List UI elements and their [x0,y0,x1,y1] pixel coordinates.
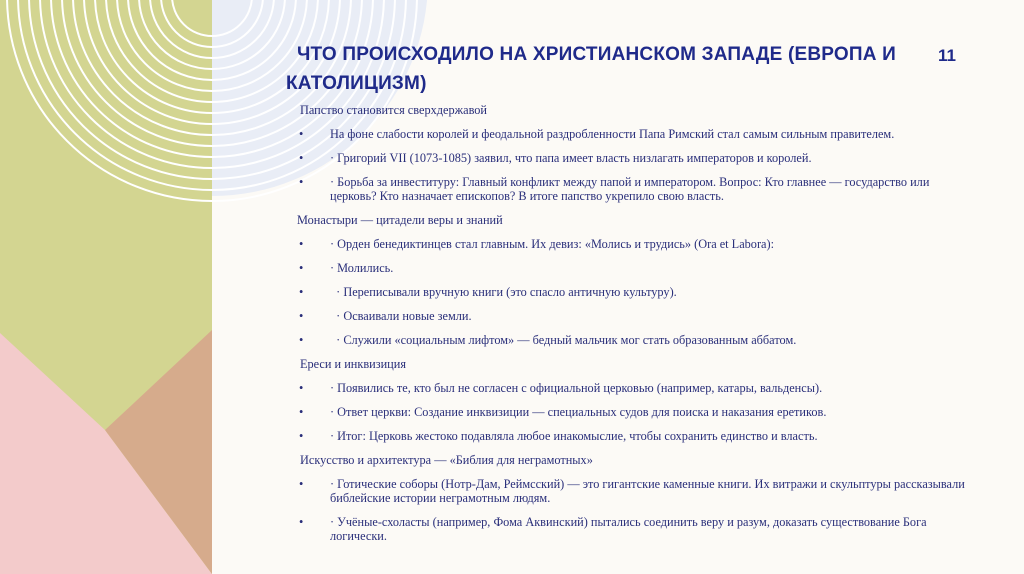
list-item-text: · Борьба за инвеституру: Главный конфликт между папой и императором. Вопрос: Кто главнее — государство или церковь? Кто назначает епископов? В итоге папство укрепило свою власть. [330,175,933,203]
list-item [297,285,967,299]
bullet-icon: • [299,333,304,347]
bullet-icon: • [299,175,304,189]
bullet-icon: • [299,261,304,275]
bullet-icon: • [299,429,304,443]
list-item [297,237,967,251]
list-item-text: · Ответ церкви: Создание инквизиции — специальных судов для поиска и наказания еретиков. [330,405,827,419]
bullet-icon: • [299,309,304,323]
bullet-icon: • [299,515,304,529]
slide-content [297,103,967,553]
list-item [297,405,967,419]
title-line-2: КАТОЛИЦИЗМ) [286,73,427,94]
list-item [297,477,967,505]
bullet-icon: • [299,127,304,141]
bullet-icon: • [299,151,304,165]
list-item [297,309,967,323]
list-item-text: · Служили «социальным лифтом» — бедный мальчик мог стать образованным аббатом. [330,333,797,347]
list-item-text: · Итог: Церковь жестоко подавляла любое инакомыслие, чтобы сохранить единство и власть. [330,429,818,443]
list-item-text: На фоне слабости королей и феодальной раздробленности Папа Римский стал самым сильным правителем. [330,127,895,141]
list-item-text: · Орден бенедиктинцев стал главным. Их девиз: «Молись и трудись» (Ora et Labora): [330,237,775,251]
list-item [297,261,967,275]
list-item [297,175,967,203]
list-item [297,151,967,165]
list-item [297,515,967,543]
list-item-text: · Григорий VII (1073-1085) заявил, что папа имеет власть низлагать императоров и королей. [330,151,812,165]
list-item-text: · Готические соборы (Нотр-Дам, Реймсский) — это гигантские каменные книги. Их витражи и скульптуры рассказывали библейские истории неграмотным людям. [330,477,968,505]
list-item-text: · Молились. [330,261,394,275]
list-item-text: · Осваивали новые земли. [330,309,472,323]
list-item [297,127,967,141]
section-heading: Ереси и инквизиция [300,357,406,371]
bullet-icon: • [299,405,304,419]
section-heading: Папство становится сверхдержавой [300,103,488,117]
bullet-icon: • [299,381,304,395]
bullet-icon: • [299,285,304,299]
list-item-text: · Переписывали вручную книги (это спасло античную культуру). [330,285,677,299]
bullet-icon: • [299,477,304,491]
title-line-1: ЧТО ПРОИСХОДИЛО НА ХРИСТИАНСКОМ ЗАПАДЕ (ЕВРОПА И [297,44,896,65]
list-item [297,333,967,347]
slide-number: 11 [938,46,956,65]
bullet-icon: • [299,237,304,251]
section-heading: Искусство и архитектура — «Библия для неграмотных» [300,453,593,467]
list-item [297,429,967,443]
section-heading: Монастыри — цитадели веры и знаний [297,213,503,227]
list-item-text: · Учёные-схоласты (например, Фома Аквинский) пытались соединить веру и разум, доказать существование Бога логически. [330,515,930,543]
list-item [297,381,967,395]
slide-title [286,40,926,98]
list-item-text: · Появились те, кто был не согласен с официальной церковью (например, катары, вальденсы). [330,381,823,395]
